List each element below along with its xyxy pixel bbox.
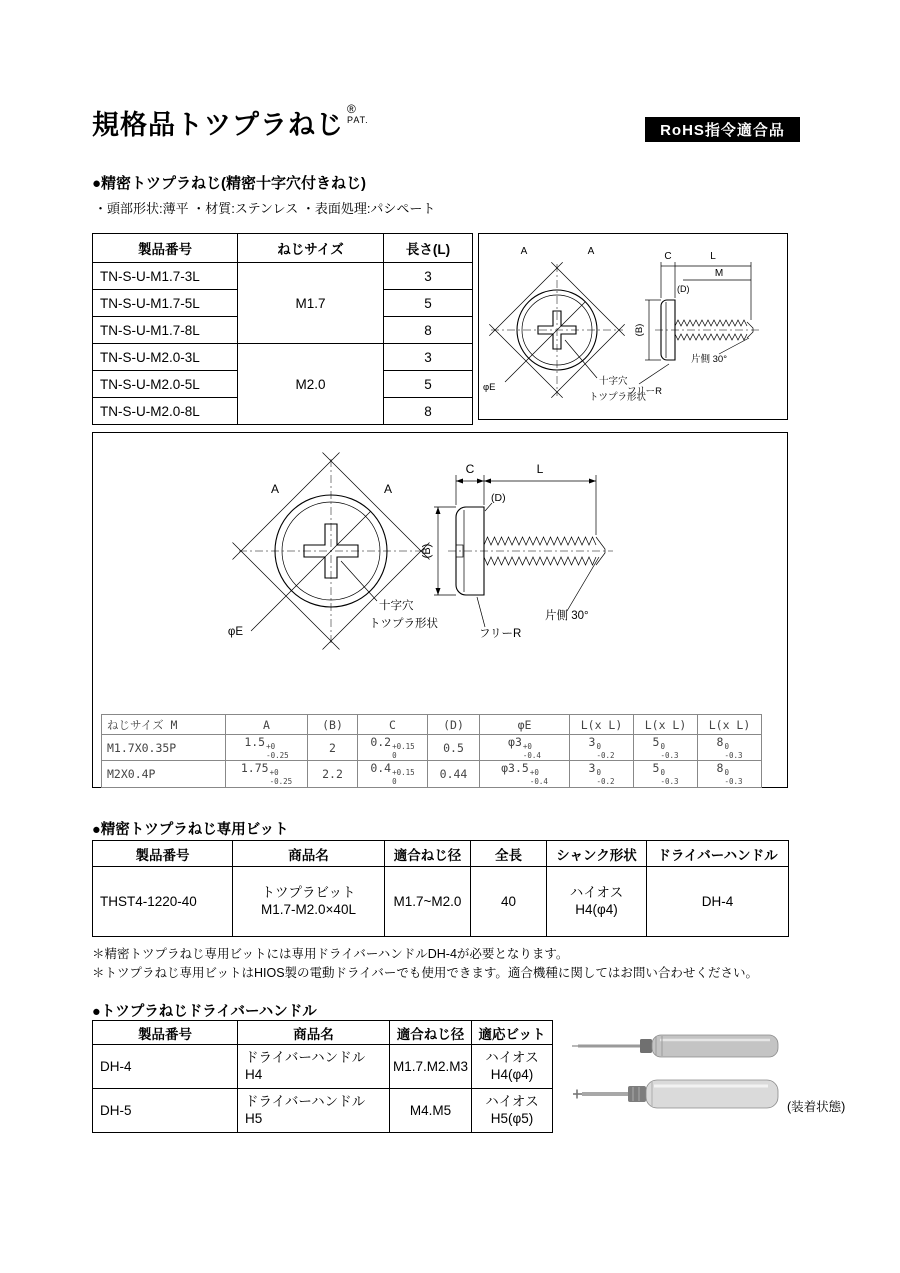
- length-cell: 8: [384, 317, 473, 344]
- length-cell: 3: [384, 344, 473, 371]
- technical-drawing-panel: [92, 432, 788, 788]
- tolerance: 0 -0.2: [596, 742, 615, 760]
- bit-line2: H5(φ5): [490, 1110, 534, 1126]
- screw-dia-cell: M1.7.M2.M3: [390, 1045, 472, 1089]
- mounted-state-label: (装着状態): [787, 1100, 846, 1114]
- length-cell: 8: [384, 398, 473, 425]
- label-cross-hole: 十字穴: [599, 376, 628, 387]
- dimension-table: [101, 714, 762, 788]
- driver-handle-photo: [572, 1035, 778, 1057]
- col-header-dia: 適合ねじ径: [390, 1021, 472, 1045]
- bit-table: [92, 840, 789, 937]
- label-side30: 片側 30°: [545, 610, 589, 622]
- col-header-bit: 適応ビット: [472, 1021, 553, 1045]
- product-name-line2: H5: [245, 1110, 263, 1126]
- section-screw-heading: ●精密トツプラねじ(精密十字穴付きねじ): [92, 175, 367, 192]
- screw-size-cell: M1.7: [238, 263, 384, 344]
- registered-mark: ®: [347, 102, 357, 116]
- screw-drawing-small: [479, 234, 786, 418]
- table-row: [93, 1045, 553, 1089]
- product-name-line2: M1.7-M2.0×40L: [261, 901, 356, 917]
- dim-row: [102, 761, 762, 787]
- driver-handle-images: [570, 1026, 790, 1130]
- thread-bottom: [484, 557, 596, 565]
- product-name-cell: [238, 1045, 390, 1089]
- dim-label-b: (B): [634, 323, 645, 337]
- dim-size-cell: M2X0.4P: [102, 761, 226, 787]
- dim-col-a: A: [226, 715, 308, 735]
- thread-top: [484, 537, 596, 545]
- col-header-shank: シャンク形状: [547, 841, 647, 867]
- tolerance: 0 -0.3: [724, 742, 743, 760]
- table-row: [93, 867, 789, 937]
- part-number-cell: THST4-1220-40: [93, 867, 233, 937]
- col-header-name: 商品名: [233, 841, 385, 867]
- screw-product-table: [92, 233, 473, 425]
- dim-value-cell: 8 0 -0.3: [698, 735, 762, 761]
- dim-label-d: (D): [677, 284, 690, 294]
- product-name-cell: [233, 867, 385, 937]
- dim-label-b: (B): [421, 543, 433, 559]
- title-marks: [347, 103, 369, 125]
- shank-line1: ハイオス: [569, 884, 624, 900]
- part-number-cell: TN-S-U-M2.0-5L: [93, 371, 238, 398]
- dim-label-a: A: [383, 482, 393, 496]
- tolerance: +0 -0.4: [522, 742, 541, 760]
- col-header-length: 長さ(L): [384, 234, 473, 263]
- screw-dia-cell: M1.7~M2.0: [385, 867, 471, 937]
- product-name-line1: ドライバーハンドル: [245, 1093, 366, 1109]
- dim-col-e: φE: [480, 715, 570, 735]
- tolerance: 0 -0.3: [724, 768, 743, 786]
- bit-line1: ハイオス: [485, 1049, 539, 1065]
- dim-value-cell: 0.4 +0.15 0: [358, 761, 428, 787]
- dim-value-cell: 5 0 -0.3: [634, 735, 698, 761]
- label-toppla-shape: トツプラ形状: [369, 618, 438, 630]
- bit-line1: ハイオス: [485, 1093, 539, 1109]
- product-name-line1: トツプラビット: [261, 884, 356, 900]
- length-cell: 5: [384, 290, 473, 317]
- tolerance: 0 -0.3: [660, 768, 679, 786]
- screw-spec-line: ・頭部形状:薄平 ・材質:ステンレス ・表面処理:パシペート: [94, 201, 436, 216]
- dim-label-a: A: [587, 246, 595, 257]
- dim-value-cell: 2: [308, 735, 358, 761]
- tolerance: +0.15 0: [392, 742, 415, 760]
- part-number-cell: TN-S-U-M2.0-3L: [93, 344, 238, 371]
- thread-top: [675, 320, 747, 326]
- thread-bottom: [675, 334, 747, 340]
- dim-label-l: L: [536, 462, 544, 476]
- shank-cell: [547, 867, 647, 937]
- bit-cell: [472, 1045, 553, 1089]
- part-number-cell: DH-5: [93, 1089, 238, 1133]
- bit-line2: H4(φ4): [490, 1066, 534, 1082]
- label-free-r: フリーR: [627, 386, 662, 397]
- part-number-cell: TN-S-U-M1.7-5L: [93, 290, 238, 317]
- dim-label-c: C: [465, 462, 475, 476]
- shank-line2: H4(φ4): [575, 901, 618, 917]
- col-header-handle: ドライバーハンドル: [647, 841, 789, 867]
- col-header-part: 製品番号: [93, 234, 238, 263]
- product-name-cell: [238, 1089, 390, 1133]
- col-header-part: 製品番号: [93, 1021, 238, 1045]
- bit-cell: [472, 1089, 553, 1133]
- bit-note-1: ＊精密トツプラねじ専用ビットには専用ドライバーハンドルDH-4が必要となります。: [92, 947, 569, 961]
- col-header-size: ねじサイズ: [238, 234, 384, 263]
- dim-col-d: (D): [428, 715, 480, 735]
- dim-value-cell: 0.2 +0.15 0: [358, 735, 428, 761]
- table-row: [93, 263, 473, 290]
- patent-mark: PAT.: [347, 114, 369, 125]
- section-handle-heading: ●トツプラねじドライバーハンドル: [92, 1004, 317, 1020]
- tolerance: +0.15 0: [392, 768, 415, 786]
- dim-col-l5: L(x L): [634, 715, 698, 735]
- part-number-cell: DH-4: [93, 1045, 238, 1089]
- product-name-line2: H4: [245, 1066, 263, 1082]
- dim-label-c: C: [664, 251, 672, 262]
- handle-cell: DH-4: [647, 867, 789, 937]
- dim-label-m: M: [714, 268, 724, 279]
- dim-col-size: ねじサイズ M: [102, 715, 226, 735]
- label-free-r: フリーR: [479, 628, 522, 640]
- tolerance: 0 -0.3: [660, 742, 679, 760]
- total-length-cell: 40: [471, 867, 547, 937]
- dim-value-cell: φ3.5 +0 -0.4: [480, 761, 570, 787]
- dim-value-cell: 8 0 -0.3: [698, 761, 762, 787]
- table-row: [93, 344, 473, 371]
- tolerance: +0 -0.25: [269, 768, 293, 786]
- handle-table: [92, 1020, 553, 1133]
- table-row: [93, 1089, 553, 1133]
- dim-value-cell: 0.5: [428, 735, 480, 761]
- label-cross-hole: 十字穴: [379, 600, 414, 612]
- screw-drawing-large: [93, 433, 786, 711]
- dim-label-a: A: [520, 246, 528, 257]
- dim-value-cell: φ3 +0 -0.4: [480, 735, 570, 761]
- dim-col-c: C: [358, 715, 428, 735]
- dim-label-phi-e: φE: [227, 626, 243, 638]
- dim-size-cell: M1.7X0.35P: [102, 735, 226, 761]
- rohs-badge: RoHS指令適合品: [645, 117, 800, 142]
- dim-value-cell: 3 0 -0.2: [570, 735, 634, 761]
- col-header-dia: 適合ねじ径: [385, 841, 471, 867]
- dim-value-cell: 2.2: [308, 761, 358, 787]
- dim-col-l3: L(x L): [570, 715, 634, 735]
- part-number-cell: TN-S-U-M2.0-8L: [93, 398, 238, 425]
- dim-label-l: L: [710, 251, 716, 262]
- dim-header-row: [102, 715, 762, 735]
- bit-note-2: ＊トツプラねじ専用ビットはHIOS製の電動ドライバーでも使用できます。適合機種に関してはお問い合わせください。: [92, 966, 758, 980]
- part-number-cell: TN-S-U-M1.7-8L: [93, 317, 238, 344]
- dim-row: [102, 735, 762, 761]
- product-name-line1: ドライバーハンドル: [245, 1049, 366, 1065]
- length-cell: 3: [384, 263, 473, 290]
- label-side30: 片側 30°: [691, 354, 728, 365]
- screw-dia-cell: M4.M5: [390, 1089, 472, 1133]
- dim-value-cell: 0.44: [428, 761, 480, 787]
- dim-col-l8: L(x L): [698, 715, 762, 735]
- dim-label-d: (D): [491, 492, 506, 504]
- length-cell: 5: [384, 371, 473, 398]
- tolerance: +0 -0.25: [266, 742, 289, 760]
- driver-handle-mounted-photo: [573, 1080, 778, 1108]
- dim-label-phi-e: φE: [483, 382, 496, 393]
- drawing-thumbnail-panel: [478, 233, 788, 420]
- section-bit-heading: ●精密トツプラねじ専用ビット: [92, 822, 289, 838]
- tolerance: +0 -0.4: [529, 768, 548, 786]
- label-toppla-shape: トツプラ形状: [589, 392, 647, 403]
- dim-col-b: (B): [308, 715, 358, 735]
- dim-value-cell: 1.75 +0 -0.25: [226, 761, 308, 787]
- dim-value-cell: 3 0 -0.2: [570, 761, 634, 787]
- tolerance: 0 -0.2: [596, 768, 615, 786]
- dim-value-cell: 1.5 +0 -0.25: [226, 735, 308, 761]
- part-number-cell: TN-S-U-M1.7-3L: [93, 263, 238, 290]
- page-title: [92, 103, 369, 142]
- col-header-name: 商品名: [238, 1021, 390, 1045]
- dim-label-a: A: [270, 482, 280, 496]
- screw-size-cell: M2.0: [238, 344, 384, 425]
- dim-value-cell: 5 0 -0.3: [634, 761, 698, 787]
- col-header-part: 製品番号: [93, 841, 233, 867]
- col-header-len: 全長: [471, 841, 547, 867]
- page-title-text: 規格品トツプラねじ: [92, 110, 344, 140]
